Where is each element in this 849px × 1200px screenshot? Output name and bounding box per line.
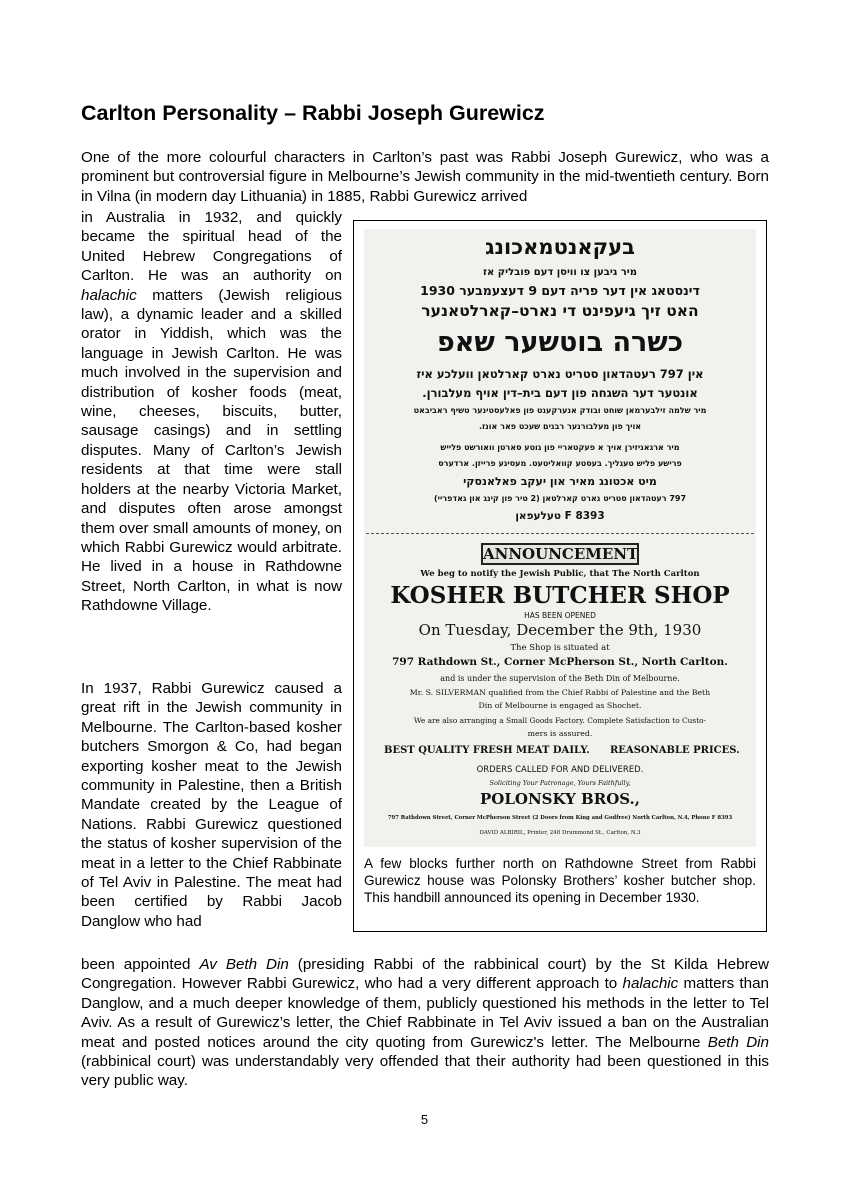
biography-paragraph xyxy=(81,208,342,616)
handbill-hebrew-line: מיר גיבען צו וויסן דעם פובליק אז xyxy=(483,267,637,278)
handbill-announcement-label: ANNOUNCEMENT xyxy=(483,545,639,563)
handbill-footer-address: 797 Rathdown Street, Corner McPherson Street (2 Doors from King and Godfree) North Carlton, N.4, Phone F 8393 xyxy=(387,815,733,821)
handbill-address: 797 Rathdown St., Corner McPherson St., North Carlton. xyxy=(392,656,728,668)
handbill-printer: DAVID ALBIRIL, Printer, 248 Drummond St., Carlton, N.3 xyxy=(479,830,641,836)
page-number: 5 xyxy=(420,1112,429,1127)
handbill-hebrew-line: האט זיך גיעפינט די נארט–קארלטאנער xyxy=(421,302,699,320)
biography-text-b: matters (Jewish religious law), a dynamic leader and a skilled orator in Yiddish, which was the language in Jewish Carlton. He was much involved in the supervision and distribution of kosher foods (meat, wine, cheeses, biscuits, butter, sausage casings) and in settling disputes. Many of Carlton’s Jewish residents at that time were stall holders at the nearby Victoria Market, and disputes often arose amongst them over small amounts of money, on which Rabbi Gurewicz would arbitrate. He lived in a house in Rathdowne Street, North Carlton, in what is now Rathdowne Village. xyxy=(81,286,342,615)
halachic-term: halachic xyxy=(81,286,137,304)
page-title: Carlton Personality – Rabbi Joseph Gurewicz xyxy=(81,101,545,125)
biography-text-a: in Australia in 1932, and quickly became the spiritual head of the United Hebrew Congregations of Carlton. He was an authority on xyxy=(81,209,342,285)
handbill-orders: ORDERS CALLED FOR AND DELIVERED. xyxy=(476,765,644,775)
handbill-notify: We beg to notify the Jewish Public, that The North Carlton xyxy=(420,569,700,579)
handbill-divider xyxy=(366,533,754,534)
ban-text-a: been appointed xyxy=(81,956,200,973)
ban-text-c: matters than Danglow, and a much deeper knowledge of them, publicly questioned his methods in the letter to Tel Aviv. As a result of Gurewicz’s letter, the Chief Rabbinate in Tel Aviv issued a ban on the Australian meat and posted notices around the city quoting from Gurewicz's letter. The Melbourne xyxy=(81,975,769,1051)
handbill-supervision: and is under the supervision of the Beth Din of Melbourne. xyxy=(440,674,680,683)
handbill-hebrew-line: מיר ארגאניזירן אויך א פעקטאריי פון גוטע סארטן וואורשט פלייש xyxy=(440,443,680,452)
handbill-hebrew-line: מיר שלמה זילבערמאן שוחט ובודק אנערקענט פון פאלעסטינער טשיף ראביבאט xyxy=(413,406,707,415)
handbill-silverman: Mr. S. SILVERMAN qualified from the Chief Rabbi of Palestine and the Beth xyxy=(409,688,711,697)
handbill-opened: HAS BEEN OPENED xyxy=(524,611,596,620)
handbill-hebrew-line: 797 רעטהדאון סטריט נארט קארלטאן (2 טיר פון קינג און גאדפריי) xyxy=(433,494,687,503)
handbill-situated: The Shop is situated at xyxy=(510,643,610,653)
handbill-best-quality: BEST QUALITY FRESH MEAT DAILY. xyxy=(384,745,590,756)
intro-paragraph: One of the more colourful characters in Carlton’s past was Rabbi Joseph Gurewicz, who was a prominent but controversial figure in Melbourne’s Jewish community in the mid-twentieth century. Born in Vilna (in modern day Lithuania) in 1885, Rabbi Gurewicz arrived xyxy=(81,149,769,205)
ban-text-b: (presiding Rabbi of the rabbinical court) by the St Kilda Hebrew Congregation. However Rabbi Gurewicz, who had a very different approach to xyxy=(81,956,769,993)
handbill-hebrew-line: פרישע פליש טעגליך. בעסטע קוואליטעט. מעסיגע פרייזן. ארדערס xyxy=(438,459,682,468)
handbill-hebrew-line: מיט אכטונג מאיר און יעקב פאלאנסקי xyxy=(463,475,657,488)
halachic-term-2: halachic xyxy=(622,975,679,993)
handbill-hebrew-line: דינסטאג אין דער פריה דעם 9 דעצעמבער 1930 xyxy=(420,283,700,298)
handbill-figure xyxy=(353,220,767,932)
handbill-kosher-heading: KOSHER BUTCHER SHOP xyxy=(390,582,730,609)
handbill-date: On Tuesday, December the 9th, 1930 xyxy=(418,621,702,639)
handbill-hebrew-line: F 8393 טעלעפאן xyxy=(515,510,605,522)
handbill-soliciting: Soliciting Your Patronage, Yours Faithfully, xyxy=(489,779,631,787)
ban-paragraph xyxy=(81,955,769,1091)
handbill-silverman: Din of Melbourne is engaged as Shochet. xyxy=(478,701,642,710)
handbill-image xyxy=(364,229,756,847)
rift-paragraph: In 1937, Rabbi Gurewicz caused a great rift in the Jewish community in Melbourne. The Carlton-based kosher butchers Smorgon & Co, had began exporting kosher meat to the Jewish community in Palestine, then a British Mandate created by the League of Nations. Rabbi Gurewicz questioned the status of kosher supervision of the meat in a letter to the Chief Rabbinate of Tel Aviv in Palestine. The meat had been certified by Rabbi Jacob Danglow who had xyxy=(81,680,342,930)
handbill-hebrew-header: בעקאנטמאכונג xyxy=(485,235,635,259)
handbill-factory: mers is assured. xyxy=(527,729,593,738)
handbill-factory: We are also arranging a Small Goods Factory. Complete Satisfaction to Custo- xyxy=(413,716,707,725)
ban-text-d: (rabbinical court) was understandably very offended that their authority had been questioned in this very public way. xyxy=(81,1053,769,1090)
handbill-hebrew-title: כשרה בוטשער שאפ xyxy=(436,327,684,358)
handbill-prices: REASONABLE PRICES. xyxy=(610,745,740,756)
beth-din-term: Beth Din xyxy=(707,1033,769,1051)
handbill-hebrew-line: אין 797 רעטהדאון סטריט נארט קארלטאן וועלכע איז xyxy=(416,367,704,381)
figure-caption: A few blocks further north on Rathdowne Street from Rabbi Gurewicz house was Polonsky Brothers’ kosher butcher shop. This handbill announced its opening in December 1930. xyxy=(364,856,756,905)
av-beth-din-term: Av Beth Din xyxy=(199,956,289,973)
handbill-hebrew-line: אונטער דער השגחה פון דעם בית–דין אויף מעלבורן. xyxy=(422,386,698,400)
handbill-polonsky: POLONSKY BROS., xyxy=(479,790,641,808)
handbill-hebrew-line: אויך פון מעלבורנער רבנים שעכט פאר אונז. xyxy=(478,422,642,431)
